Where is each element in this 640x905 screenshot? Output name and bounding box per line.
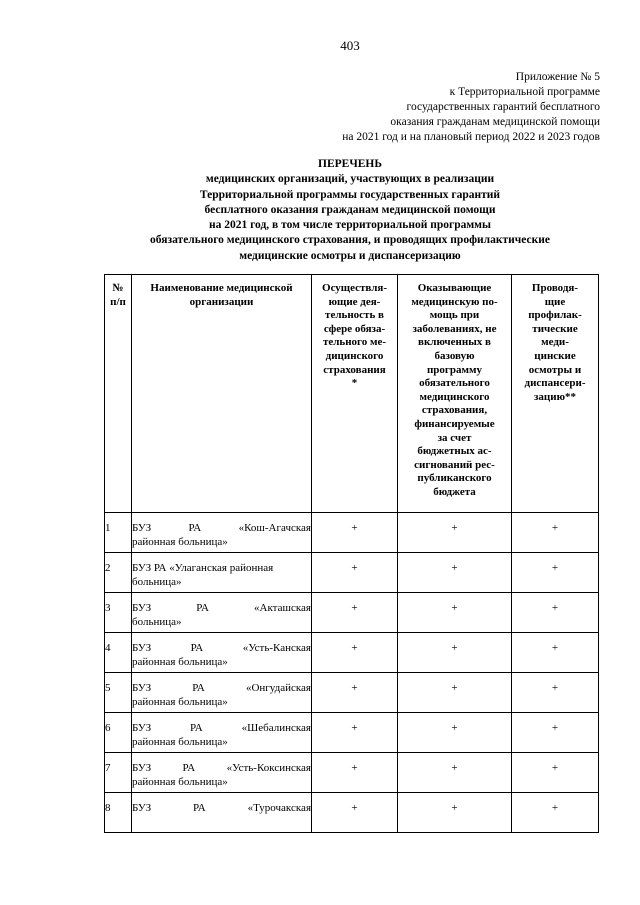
- row-number: 4: [105, 633, 132, 673]
- organization-name-part: РА: [193, 802, 206, 814]
- organization-name-part: «Онгудайская: [245, 682, 311, 694]
- organization-name-part: РА: [182, 762, 196, 774]
- prof-mark: +: [512, 633, 599, 673]
- header-line: сфере обяза-: [323, 322, 386, 335]
- header-line: диспансери-: [524, 377, 586, 390]
- organization-name-line2: районная больница»: [132, 696, 228, 708]
- oms-mark: +: [312, 633, 398, 673]
- header-line: страхования: [323, 363, 386, 376]
- row-number: 8: [105, 793, 132, 833]
- header-line: тельность в: [325, 309, 384, 322]
- prof-mark: +: [512, 513, 599, 553]
- appendix-line: на 2021 год и на плановый период 2022 и 2023 годов: [342, 131, 600, 143]
- organization-name: [132, 713, 312, 753]
- budget-mark: +: [398, 753, 512, 793]
- organization-name-line2: больница»: [132, 576, 182, 588]
- table-row: [105, 633, 599, 673]
- header-line: тельного ме-: [322, 336, 387, 349]
- table-row: [105, 593, 599, 633]
- oms-mark: +: [312, 513, 398, 553]
- row-number: 1: [105, 513, 132, 553]
- header-line: Проводя-: [531, 282, 579, 294]
- header-line: щие: [544, 295, 566, 308]
- organization-name: [132, 793, 312, 833]
- budget-mark: +: [398, 713, 512, 753]
- organization-name-part: БУЗ: [132, 522, 152, 534]
- title-heading: ПЕРЕЧЕНЬ: [318, 158, 382, 170]
- organization-name-part: БУЗ: [132, 642, 152, 654]
- organization-name-part: РА: [196, 602, 209, 614]
- prof-mark: +: [512, 593, 599, 633]
- appendix-note: [342, 70, 600, 145]
- organization-name-part: БУЗ: [132, 602, 152, 614]
- title-line: Территориальной программы государственных гарантий: [199, 188, 501, 201]
- header-line: дицинского: [325, 349, 384, 362]
- prof-mark: +: [512, 713, 599, 753]
- header-line: Наименование медицинской: [150, 282, 293, 294]
- table-row: [105, 753, 599, 793]
- organization-name-line1: [132, 561, 311, 575]
- row-number: 5: [105, 673, 132, 713]
- organization-name-part: РА: [188, 522, 202, 534]
- header-budget: [398, 275, 512, 513]
- appendix-line: к Территориальной программе: [449, 86, 600, 98]
- organization-name-part: РА: [192, 682, 205, 694]
- document-title: [80, 157, 620, 264]
- header-line: страхования,: [421, 404, 488, 417]
- organization-name-part: РА: [190, 642, 204, 654]
- organization-name-line1: [132, 801, 311, 815]
- organizations-table: [104, 274, 599, 833]
- table-row: [105, 553, 599, 593]
- budget-mark: +: [398, 553, 512, 593]
- appendix-line: Приложение № 5: [515, 71, 600, 83]
- header-line: сигнований рес-: [414, 458, 495, 471]
- header-line: зацию**: [533, 390, 576, 403]
- oms-mark: +: [312, 553, 398, 593]
- organization-name-part: БУЗ: [132, 682, 152, 694]
- header-line: публиканского: [417, 472, 492, 485]
- prof-mark: +: [512, 793, 599, 833]
- header-line: профилак-: [528, 309, 582, 322]
- title-line: медицинских организаций, участвующих в реализации: [205, 173, 495, 186]
- header-line: осмотры и: [528, 363, 582, 376]
- organization-name-part: БУЗ: [132, 802, 152, 814]
- header-line: медицинского: [419, 390, 490, 403]
- header-line: включенных в: [418, 336, 491, 349]
- header-prof: [512, 275, 599, 513]
- title-line: на 2021 год, в том числе территориальной программы: [208, 219, 491, 232]
- table-row: [105, 673, 599, 713]
- organization-name-line2: районная больница»: [132, 536, 228, 548]
- header-oms: [312, 275, 398, 513]
- header-name: [132, 275, 312, 513]
- appendix-line: государственных гарантий бесплатного: [406, 101, 600, 113]
- budget-mark: +: [398, 673, 512, 713]
- row-number: 7: [105, 753, 132, 793]
- organization-name-part: «Шебалинская: [241, 722, 311, 734]
- organization-name-line2: районная больница»: [132, 776, 228, 788]
- organization-name-part: БУЗ: [132, 722, 152, 734]
- organization-name-line2: больница»: [132, 616, 182, 628]
- organization-name-part: «Турочакская: [247, 802, 311, 814]
- budget-mark: +: [398, 793, 512, 833]
- header-line: цинские: [534, 349, 576, 362]
- row-number: 3: [105, 593, 132, 633]
- oms-mark: +: [312, 673, 398, 713]
- prof-mark: +: [512, 553, 599, 593]
- organization-name-line1: [132, 601, 311, 615]
- organization-name: [132, 513, 312, 553]
- organization-name: [132, 633, 312, 673]
- organization-name: [132, 753, 312, 793]
- title-line: обязательного медицинского страхования, и проводящих профилактические: [150, 234, 550, 247]
- organization-name-part: «Акташская: [254, 602, 311, 614]
- oms-mark: +: [312, 593, 398, 633]
- table-row: [105, 713, 599, 753]
- organization-name-line2: районная больница»: [132, 736, 228, 748]
- budget-mark: +: [398, 633, 512, 673]
- header-line: п/п: [110, 295, 126, 308]
- page-number: 403: [340, 38, 360, 53]
- organization-name-part: «Усть-Коксинская: [226, 762, 311, 774]
- organization-name-line2: районная больница»: [132, 656, 228, 668]
- header-line: бюджета: [433, 485, 476, 498]
- organization-name: [132, 593, 312, 633]
- prof-mark: +: [512, 753, 599, 793]
- header-line: финансируемые: [414, 417, 495, 430]
- header-line: базовую: [434, 349, 475, 362]
- header-line: ющие дея-: [328, 295, 381, 308]
- header-num: [105, 275, 132, 513]
- title-line: медицинские осмотры и диспансеризацию: [239, 249, 461, 262]
- organization-name-part: «Кош-Агачская: [238, 522, 311, 534]
- prof-mark: +: [512, 673, 599, 713]
- table-row: [105, 793, 599, 833]
- organization-name-line1: [132, 641, 311, 655]
- organization-name-line1: [132, 521, 311, 535]
- header-line: бюджетных ас-: [417, 445, 492, 458]
- table-header-row: [105, 275, 599, 513]
- row-number: 6: [105, 713, 132, 753]
- header-line: тические: [532, 322, 578, 335]
- organization-name-line1: [132, 681, 311, 695]
- table-row: [105, 513, 599, 553]
- budget-mark: +: [398, 513, 512, 553]
- header-line: меди-: [541, 336, 569, 349]
- title-line: бесплатного оказания гражданам медицинской помощи: [204, 203, 496, 216]
- oms-mark: +: [312, 793, 398, 833]
- oms-mark: +: [312, 753, 398, 793]
- header-line: мощь при: [429, 309, 480, 322]
- organization-name-part: БУЗ: [132, 762, 152, 774]
- header-line: №: [112, 282, 124, 294]
- header-line: заболеваниях, не: [412, 322, 497, 335]
- organization-name: [132, 673, 312, 713]
- organization-name-line1: [132, 761, 311, 775]
- organization-name-part: БУЗ РА «Улаганская районная: [132, 562, 274, 574]
- oms-mark: +: [312, 713, 398, 753]
- organization-name-part: РА: [190, 722, 203, 734]
- header-line: медицинскую по-: [411, 295, 498, 308]
- header-line: за счет: [437, 431, 472, 444]
- header-line: Осуществля-: [322, 282, 387, 294]
- row-number: 2: [105, 553, 132, 593]
- header-line: программу: [426, 363, 483, 376]
- organization-name-part: «Усть-Канская: [242, 642, 311, 654]
- appendix-line: оказания гражданам медицинской помощи: [390, 116, 600, 128]
- organization-name-line1: [132, 721, 311, 735]
- header-line: организации: [189, 295, 254, 308]
- header-line: обязательного: [419, 377, 490, 390]
- header-line: Оказывающие: [417, 282, 492, 294]
- organization-name: [132, 553, 312, 593]
- budget-mark: +: [398, 593, 512, 633]
- header-line: *: [351, 377, 358, 390]
